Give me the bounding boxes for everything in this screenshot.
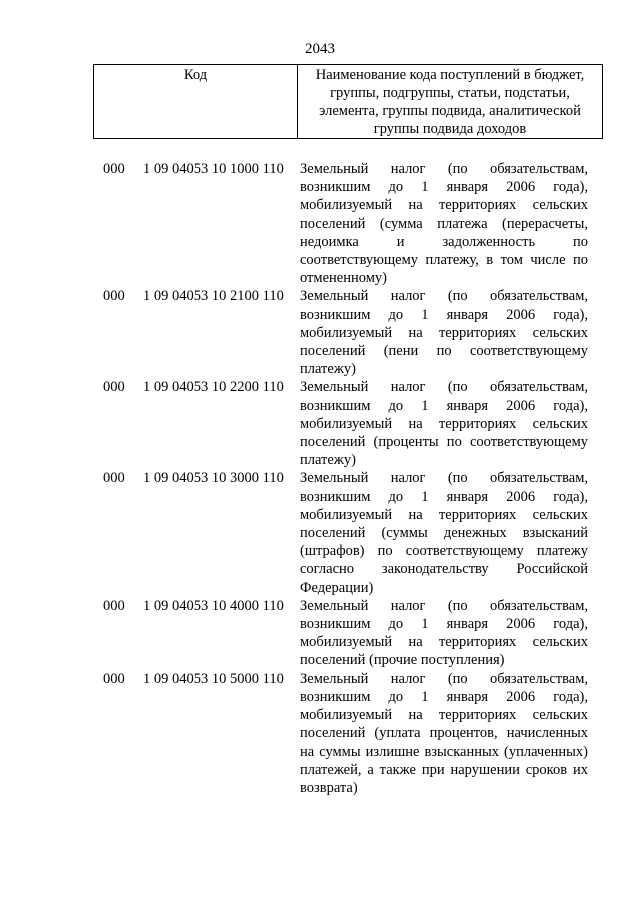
- table-row: [103, 378, 593, 469]
- budget-code: 1 09 04053 10 1000 110: [143, 161, 284, 177]
- budget-code: 1 09 04053 10 2100 110: [143, 288, 284, 305]
- header-name-cell: Наименование кода поступлений в бюджет, группы, подгруппы, статьи, подстатьи, элемента, группы подвида, аналитической группы подвида доходов: [298, 65, 603, 139]
- table-row: [103, 160, 593, 287]
- admin-code: 000: [103, 379, 125, 396]
- code-description: Земельный налог (по обязательствам, возникшим до 1 января 2006 года), мобилизуемый на территориях сельских поселений (суммы денежных взысканий (штрафов) по соответствующему платежу согласно законодательству Российской Федерации): [300, 470, 588, 596]
- code-description: Земельный налог (по обязательствам, возникшим до 1 января 2006 года), мобилизуемый на территориях сельских поселений (сумма платежа (перерасчеты, недоимка и задолженность по соответствующему платежу, в том числе по отмененному): [300, 161, 588, 287]
- budget-code: 1 09 04053 10 3000 110: [143, 470, 284, 487]
- admin-code: 000: [103, 288, 125, 305]
- page-number: 2043: [305, 41, 335, 57]
- code-description: Земельный налог (по обязательствам, возникшим до 1 января 2006 года), мобилизуемый на территориях сельских поселений (проценты по соответствующему платежу): [300, 379, 588, 469]
- income-code-list: [103, 160, 593, 797]
- code-description: Земельный налог (по обязательствам, возникшим до 1 января 2006 года), мобилизуемый на территориях сельских поселений (прочие поступления): [300, 597, 588, 669]
- budget-code: 1 09 04053 10 4000 110: [143, 597, 284, 614]
- admin-code: 000: [103, 161, 125, 177]
- table-row: [103, 287, 593, 378]
- admin-code: 000: [103, 470, 125, 487]
- code-description: Земельный налог (по обязательствам, возникшим до 1 января 2006 года), мобилизуемый на территориях сельских поселений (уплата процентов, начисленных на суммы излишне взысканных (уплаченных) платежей, а также при нарушении сроков их возврата): [300, 670, 588, 796]
- header-row: [94, 65, 603, 139]
- table-row: [103, 469, 593, 596]
- table-row: [103, 597, 593, 670]
- admin-code: 000: [103, 597, 125, 614]
- table-header: [93, 64, 603, 139]
- code-description: Земельный налог (по обязательствам, возникшим до 1 января 2006 года), мобилизуемый на территориях сельских поселений (пени по соответствующему платежу): [300, 288, 588, 378]
- budget-code: 1 09 04053 10 2200 110: [143, 379, 284, 396]
- header-code-cell: Код: [94, 65, 298, 139]
- budget-code: 1 09 04053 10 5000 110: [143, 670, 284, 687]
- admin-code: 000: [103, 670, 125, 687]
- table-row: [103, 670, 593, 797]
